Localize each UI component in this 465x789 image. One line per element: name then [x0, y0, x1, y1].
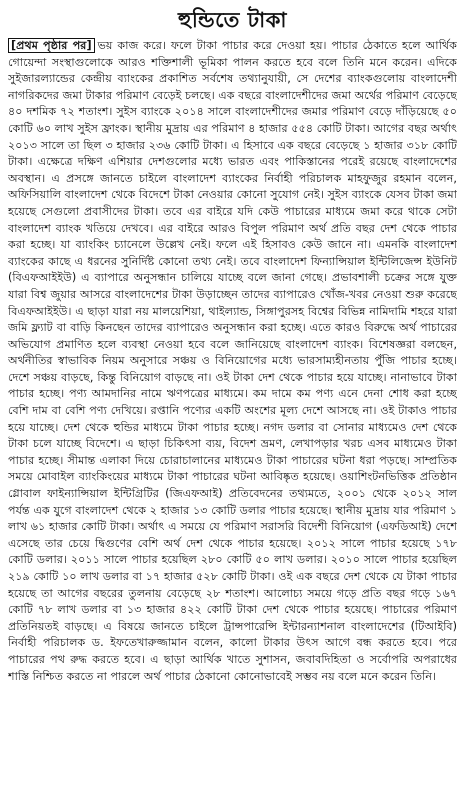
continued-from-front-page-label: [প্রথম পৃষ্ঠার পর] [8, 38, 95, 53]
article-body-text: ভয় কাজ করে। ফলে টাকা পাচার করে দেওয়া হয়। পাচার ঠেকাতে হলে আর্থিক গোয়েন্দা সংস্থাগুলোকে আরও শক্তিশালী ভূমিকা পালন করতে হবে বলে তিনি মনে করেন। এদিকে সুইজারল্যান্ডের কেন্দ্রীয় ব্যাংকের প্রকাশিত সর্বশেষ তথ্যানুযায়ী, সে দেশের ব্যাংকগুলোয় বাংলাদেশী নাগরিকদের জমা টাকার পরিমাণ বেড়েই চলছে। এক বছরে বাংলাদেশীদের জমা অর্থের পরিমাণ বেড়েছে ৪০ দশমিক ৭২ শতাংশ। সুইস ব্যাংকে ২০১৪ সালে বাংলাদেশীদের জমার পরিমাণ বেড়ে দাঁড়িয়েছে ৫০ কোটি ৬০ লাখ সুইস ফ্রাংক। স্থানীয় মুদ্রায় এর পরিমাণ ৪ হাজার ৫৫৪ কোটি টাকা। আগের বছর অর্থাৎ ২০১৩ সালে তা ছিল ৩ হাজার ২৩৬ কোটি টাকা। এ হিসাবে এক বছরে বেড়েছে ১ হাজার ৩১৮ কোটি টাকা। এক্ষেত্রে দক্ষিণ এশিয়ার দেশগুলোর মধ্যে ভারত এবং পাকিস্তানের পরেই রয়েছে বাংলাদেশের অবস্থান। এ প্রসঙ্গে জানতে চাইলে বাংলাদেশ ব্যাংকের নির্বাহী পরিচালক মাহফুজুর রহমান বলেন, অফিসিয়ালি বাংলাদেশ থেকে বিদেশে টাকা নেওয়ার কোনো সুযোগ নেই। সুইস ব্যাংকে যেসব টাকা জমা হয়েছে সেগুলো প্রবাসীদের টাকা। তবে এর বাইরে যদি কেউ পাচারের মাধ্যমে জমা করে থাকে সেটা বাংলাদেশ ব্যাংক খতিয়ে দেখবে। এর বাইরে আরও বিপুল পরিমাণ অর্থ প্রতি বছর দেশ থেকে পাচার করা হচ্ছে। যা ব্যাংকিং চ্যানেলে উল্লেখ নেই। ফলে এই হিসাবও কেউ জানে না। এমনকি বাংলাদেশ ব্যাংকের কাছে এ ধরনের সুনির্দিষ্ট কোনো তথ্য নেই। তবে বাংলাদেশ ফিন্যান্সিয়াল ইন্টিলিজেন্স ইউনিট (বিএফআইইউ) এ ব্যাপারে অনুসন্ধান চালিয়ে যাচ্ছে বলে জানা গেছে। প্রভাবশালী চক্রের সঙ্গে যুক্ত যারা বিশ্ব জুয়ার আসরে বাংলাদেশের টাকা উড়াচ্ছেন তাদের ব্যাপারেও খোঁজ-খবর নেওয়া শুরু করেছে বিএফআইইউ। এ ছাড়া যারা নয় মালয়েশিয়া, থাইল্যান্ড, সিঙ্গাপুরসহ বিশ্বের বিভিন্ন নামিদামি শহরে যারা জমি ফ্ল্যাট বা বাড়ি কিনছেন তাদের ব্যাপারেও অনুসন্ধান করা হচ্ছে। এতে কারও বিরুদ্ধে অর্থ পাচারের অভিযোগ প্রমাণিত হলে ব্যবস্থা নেওয়া হবে বলে জানিয়েছে বাংলাদেশ ব্যাংক। বিশেষজ্ঞরা বলছেন, অর্থনীতির স্বাভাবিক নিয়ম অনুসারে সঞ্চয় ও বিনিয়োগের মধ্যে ভারসাম্যহীনতায় পুঁজি পাচার হচ্ছে। দেশে সঞ্চয় বাড়ছে, কিন্তু বিনিয়োগ বাড়ছে না। ওই টাকা দেশ থেকে পাচার হয়ে যাচ্ছে। নানাভাবে টাকা পাচার হচ্ছে। পণ্য আমদানির নামে ঋণপত্রের মাধ্যমে। কম দামে কম পণ্য এনে দেনা শোধ করা হচ্ছে বেশি দাম বা বেশি পণ্য দেখিয়ে। রপ্তানি পণ্যের একটি অংশের মূল্য দেশে আসছে না। ওই টাকাও পাচার হয়ে যাচ্ছে। দেশ থেকে হুন্ডির মাধ্যমে টাকা পাচার হচ্ছে। নগদ ডলার বা সোনার মাধ্যমেও দেশ থেকে টাকা চলে যাচ্ছে বিদেশে। এ ছাড়া চিকিৎসা ব্যয়, বিদেশ ভ্রমণ, লেখাপড়ার খরচ এসব মাধ্যমেও টাকা পাচার হচ্ছে। সীমান্ত এলাকা দিয়ে চোরাচালানের মাধ্যমেও টাকা পাচারের ঘটনা ধরা পড়ছে। সাম্প্রতিক সময়ে মোবাইল ব্যাংকিংয়ের মাধ্যমে টাকা পাচারের ঘটনা আবিষ্কৃত হয়েছে। ওয়াশিংটনভিত্তিক প্রতিষ্ঠান গ্লোবাল ফাইন্যান্সিয়াল ইন্টিগ্রিটির (জিএফআই) প্রতিবেদনের তথ্যমতে, ২০০১ থেকে ২০১২ সাল পর্যন্ত এক যুগে বাংলাদেশ থেকে ২ হাজার ১৩ কোটি ডলার পাচার হয়েছে। স্থানীয় মুদ্রায় যার পরিমাণ ১ লাখ ৬১ হাজার কোটি টাকা। অর্থাৎ এ সময়ে যে পরিমাণ সরাসরি বিদেশী বিনিয়োগ (এফডিআই) দেশে এসেছে তার চেয়ে দ্বিগুণের বেশি অর্থ দেশ থেকে পাচার হয়েছে। ২০১২ সালে পাচার হয়েছে ১৭৮ কোটি ডলার। ২০১১ সালে পাচার হয়েছিল ২৮০ কোটি ৫০ লাখ ডলার। ২০১০ সালে পাচার হয়েছিল ২১৯ কোটি ১০ লাখ ডলার বা ১৭ হাজার ৫২৮ কোটি টাকা। ওই এক বছরে দেশ থেকে যে টাকা পাচার হয়েছে তা আগের বছরের তুলনায় বেড়েছে ২৮ শতাংশ। আলোচ্য সময়ে গড়ে প্রতি বছর গড়ে ১৬৭ কোটি ৭৮ লাখ ডলার বা ১৩ হাজার ৪২২ কোটি টাকা দেশ থেকে পাচার হয়েছে। পাচারের পরিমাণ প্রতিনিয়তই বাড়ছে। এ বিষয়ে জানতে চাইলে ট্রান্সপারেন্সি ইন্টারন্যাশনাল বাংলাদেশের (টিআইবি) নির্বাহী পরিচালক ড. ইফতেখারুজ্জামান বলেন, কালো টাকার উৎস আগে বন্ধ করতে হবে। পরে পাচারের পথ রুদ্ধ করতে হবে। এ ছাড়া আর্থিক খাতে সুশাসন, জবাবদিহিতা ও সর্বোপরি অপরাধের শাস্তি নিশ্চিত করতে না পারলে অর্থ পাচার ঠেকানো কোনোভাবেই সম্ভব নয় বলে মনে করেন তিনি। [8, 39, 457, 683]
article-body [8, 38, 457, 788]
article-headline: হুন্ডিতে টাকা [177, 8, 287, 32]
